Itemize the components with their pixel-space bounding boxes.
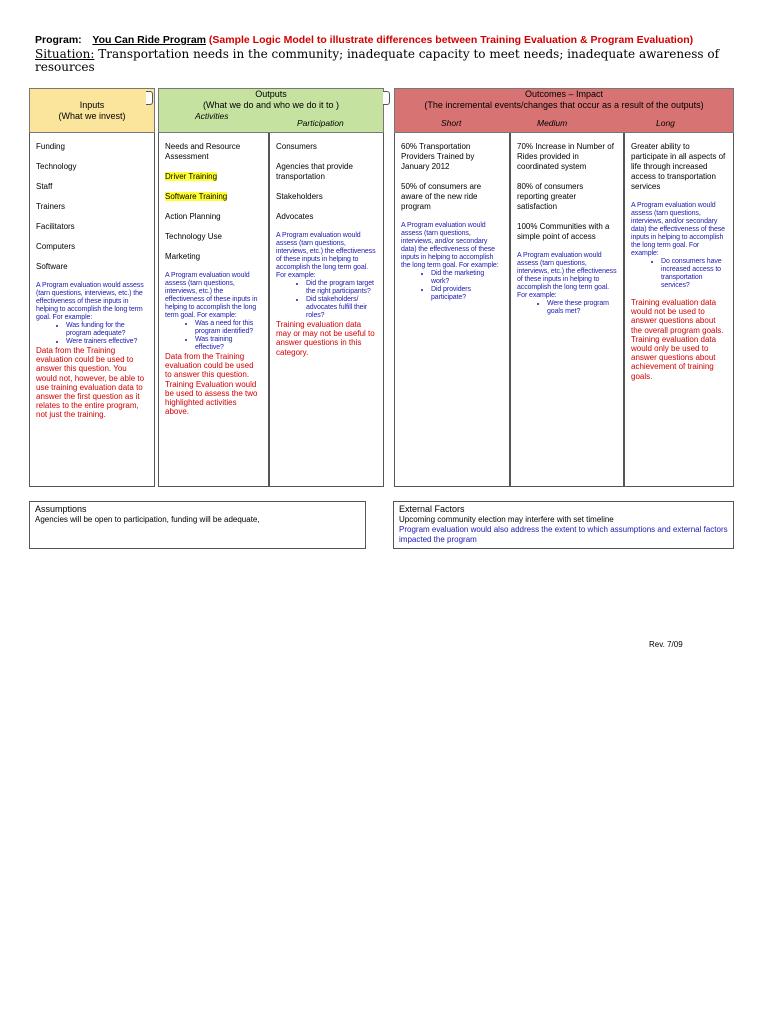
example-item: • Were trainers effective? xyxy=(66,338,148,346)
outputs-title: Outputs xyxy=(255,89,287,99)
outputs-header xyxy=(158,88,384,133)
outcomes-header xyxy=(394,88,734,133)
outcomes-subtitle: (The incremental events/changes that occur as a result of the outputs) xyxy=(424,100,704,110)
example-item: • Do consumers have increased access to transportation services? xyxy=(661,258,727,290)
program-line xyxy=(35,34,735,47)
medium-label: Medium xyxy=(537,118,568,128)
program-evaluation-note xyxy=(631,202,727,290)
list-item: Trainers xyxy=(36,202,66,211)
inputs-subtitle: (What we invest) xyxy=(58,111,126,121)
example-item: • Did stakeholders/ advocates fulfill their roles? xyxy=(306,296,377,320)
assumptions-box xyxy=(29,501,366,549)
training-evaluation-note: Data from the Training evaluation could be used to answer this question. You would not, however, be able to use training evaluation data to answer the first question as it relates to the entire program, not just the training. xyxy=(36,346,145,420)
inputs-title: Inputs xyxy=(79,100,105,110)
outcomes-title: Outcomes – Impact xyxy=(524,89,604,99)
note-text: A Program evaluation would assess (tarn questions, interviews, etc.) the effectiveness of these inputs in helping to accomplish the long term goal. For example: xyxy=(517,252,617,299)
example-item: • Were these program goals met? xyxy=(547,300,617,316)
list-item: 80% of consumers reporting greater satisfaction xyxy=(517,182,584,211)
list-item xyxy=(165,172,262,182)
note-text: A Program evaluation would assess (tarn questions, interviews, and/or secondary data) the effectiveness of these inputs in helping to accomplish the long term goal. For example: xyxy=(401,222,499,269)
list-item: 100% Communities with a simple point of access xyxy=(517,222,610,241)
note-text: A Program evaluation would assess (tarn questions, interviews, etc.) the effectiveness of these inputs in helping to accomplish the long term goal. For example: xyxy=(165,272,258,319)
highlighted-activity: Software Training xyxy=(165,192,228,201)
situation-line xyxy=(35,48,735,74)
list-item: Advocates xyxy=(276,212,314,221)
note-text: A Program evaluation would assess (tarn questions, interviews, etc.) the effectiveness of these inputs in helping to accomplish the long term goal. For example: xyxy=(276,232,376,279)
list-item: Agencies that provide transportation xyxy=(276,162,353,181)
program-subtitle: (Sample Logic Model to illustrate differences between Training Evaluation & Program Evaluation) xyxy=(208,34,694,46)
example-list xyxy=(401,270,503,302)
external-factors-box xyxy=(393,501,734,549)
highlighted-activity: Driver Training xyxy=(165,172,218,181)
program-evaluation-note xyxy=(165,272,262,352)
activities-column xyxy=(158,133,269,487)
situation-label: Situation: xyxy=(35,47,95,61)
external-factors-note: Program evaluation would also address the extent to which assumptions and external factors impacted the program xyxy=(399,525,728,544)
list-item: Action Planning xyxy=(165,212,221,221)
outputs-subtitle: (What we do and who we do it to ) xyxy=(202,100,340,110)
inputs-header xyxy=(29,88,155,133)
list-item: Computers xyxy=(36,242,76,251)
long-label: Long xyxy=(656,118,675,128)
activities-label: Activities xyxy=(195,111,229,121)
example-item: • Did the marketing work? xyxy=(431,270,503,286)
example-item: • Was a need for this program identified? xyxy=(195,320,262,336)
arrow-icon xyxy=(383,91,390,105)
program-evaluation-note xyxy=(276,232,377,320)
list-item: Marketing xyxy=(165,252,201,261)
list-item: Consumers xyxy=(276,142,317,151)
revision-label: Rev. 7/09 xyxy=(649,640,683,649)
external-factors-text: Upcoming community election may interfere with set timeline xyxy=(399,515,614,524)
list-item xyxy=(165,192,262,202)
training-evaluation-note: Data from the Training evaluation could be used to answer this question. Training Evaluation would be used to assess the two highlighted activities above. xyxy=(165,352,258,417)
short-column xyxy=(394,133,510,487)
program-evaluation-note xyxy=(517,252,617,316)
program-name: You Can Ride Program xyxy=(92,34,206,46)
document-header xyxy=(35,34,735,74)
training-evaluation-note: Training evaluation data would not be used to answer questions about the overall program goals. Training evaluation data would only be used to answer questions about achievement of training goals. xyxy=(631,298,724,381)
example-item: • Was funding for the program adequate? xyxy=(66,322,148,338)
arrow-icon xyxy=(146,91,153,105)
list-item: 50% of consumers are aware of the new ride program xyxy=(401,182,482,211)
example-list xyxy=(36,322,148,346)
list-item: Software xyxy=(36,262,68,271)
example-list xyxy=(276,280,377,320)
medium-column xyxy=(510,133,624,487)
list-item: Funding xyxy=(36,142,65,151)
example-list xyxy=(165,320,262,352)
program-evaluation-note xyxy=(36,282,148,346)
list-item: 70% Increase in Number of Rides provided in coordinated system xyxy=(517,142,614,171)
long-column xyxy=(624,133,734,487)
list-item: Stakeholders xyxy=(276,192,323,201)
external-factors-title: External Factors xyxy=(399,504,465,514)
example-list xyxy=(631,258,727,290)
situation-text: Transportation needs in the community; inadequate capacity to meet needs; inadequate awareness of resources xyxy=(35,47,720,74)
list-item: Technology Use xyxy=(165,232,222,241)
assumptions-title: Assumptions xyxy=(35,504,87,514)
list-item: Greater ability to participate in all aspects of life through increased access to transportation services xyxy=(631,142,726,191)
example-item: • Did providers participate? xyxy=(431,286,503,302)
example-item: • Did the program target the right participants? xyxy=(306,280,377,296)
list-item: Facilitators xyxy=(36,222,75,231)
note-text: A Program evaluation would assess (tarn questions, interviews, etc.) the effectiveness of these inputs in helping to accomplish the long term goal. For example: xyxy=(36,282,144,321)
list-item: Staff xyxy=(36,182,53,191)
short-label: Short xyxy=(441,118,462,128)
participation-label: Participation xyxy=(297,118,344,128)
example-item: • Was training effective? xyxy=(195,336,262,352)
list-item: 60% Transportation Providers Trained by January 2012 xyxy=(401,142,475,171)
program-evaluation-note xyxy=(401,222,503,302)
list-item: Needs and Resource Assessment xyxy=(165,142,241,161)
example-list xyxy=(517,300,617,316)
participation-column xyxy=(269,133,384,487)
program-label: Program: xyxy=(35,34,82,46)
training-evaluation-note: Training evaluation data may or may not be useful to answer questions in this category. xyxy=(276,320,375,357)
list-item: Technology xyxy=(36,162,77,171)
inputs-column xyxy=(29,133,155,487)
assumptions-text: Agencies will be open to participation, funding will be adequate, xyxy=(35,515,260,524)
note-text: A Program evaluation would assess (tarn questions, interviews, and/or secondary data) the effectiveness of these inputs in helping to accomplish the long term goal. For example: xyxy=(631,202,725,257)
